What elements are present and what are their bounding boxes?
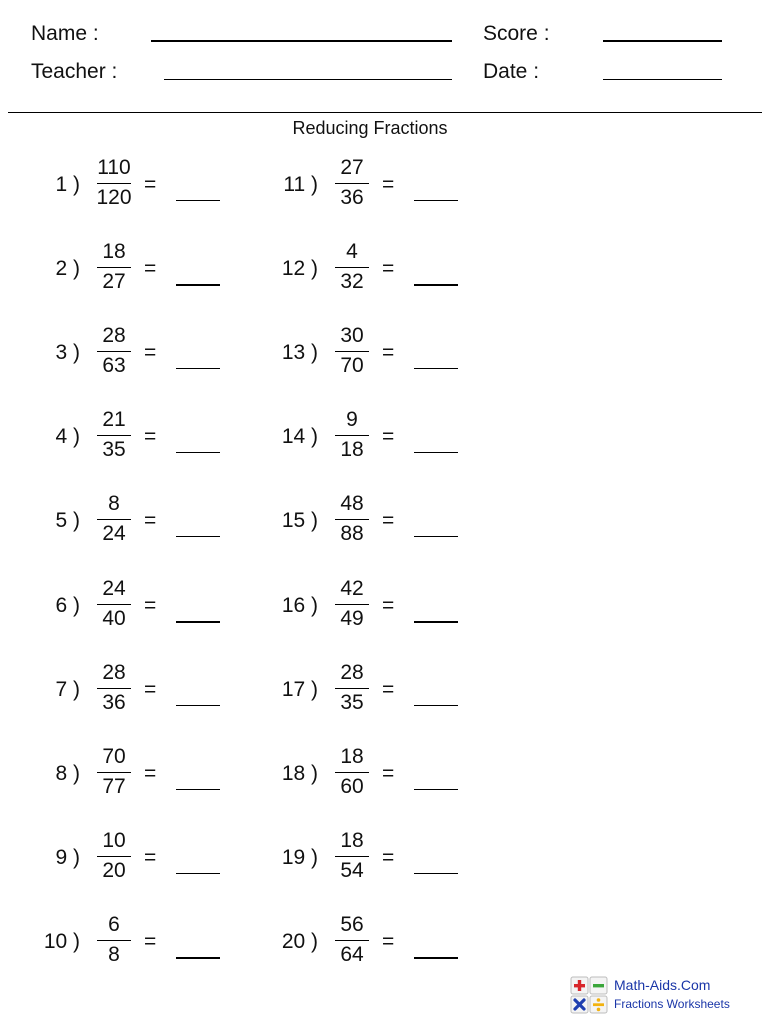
equals-sign: = [382, 929, 395, 953]
answer-blank[interactable] [414, 873, 458, 874]
fraction [330, 913, 374, 968]
fraction [92, 913, 136, 968]
answer-blank[interactable] [414, 200, 458, 201]
answer-blank[interactable] [414, 368, 458, 369]
fraction-bar [335, 267, 369, 268]
problem-number: 3 ) [55, 341, 80, 365]
answer-blank[interactable] [176, 957, 220, 959]
fraction [92, 829, 136, 884]
equals-sign: = [144, 173, 157, 196]
numerator: 70 [102, 744, 126, 768]
problem-item [238, 745, 478, 805]
answer-blank[interactable] [176, 705, 220, 706]
denominator: 35 [340, 690, 364, 714]
fraction-bar [97, 940, 131, 941]
problem-number: 8 ) [55, 761, 80, 785]
fraction-bar [97, 435, 131, 436]
teacher-field-line[interactable] [164, 79, 452, 80]
equals-sign: = [382, 761, 395, 785]
denominator: 24 [102, 522, 126, 546]
denominator: 20 [102, 858, 126, 882]
equals-sign: = [382, 341, 395, 365]
denominator: 36 [102, 690, 126, 714]
equals-sign: = [144, 509, 157, 533]
numerator: 110 [97, 156, 131, 179]
date-label: Date : [483, 60, 540, 83]
problem-item [0, 745, 240, 805]
fraction-bar [335, 351, 369, 352]
answer-blank[interactable] [176, 200, 220, 201]
numerator: 27 [340, 156, 364, 179]
problem-number: 7 ) [55, 677, 80, 701]
problem-item [238, 661, 478, 721]
denominator: 54 [340, 858, 364, 882]
answer-blank[interactable] [414, 621, 458, 623]
problem-item [238, 156, 478, 216]
answer-blank[interactable] [414, 957, 458, 959]
problem-item [238, 577, 478, 637]
denominator: 77 [102, 774, 126, 798]
fraction-bar [335, 772, 369, 773]
logo-site-name[interactable]: Math-Aids.Com [614, 977, 711, 993]
answer-blank[interactable] [176, 284, 220, 286]
problem-item [238, 829, 478, 889]
problem-number: 14 ) [281, 425, 318, 449]
fraction [330, 661, 374, 716]
equals-sign: = [144, 761, 157, 785]
numerator: 56 [340, 912, 364, 936]
problem-item [0, 913, 240, 973]
fraction [92, 408, 136, 463]
equals-sign: = [144, 677, 157, 701]
problem-item [0, 577, 240, 637]
problem-item [238, 913, 478, 973]
answer-blank[interactable] [414, 789, 458, 790]
denominator: 70 [340, 354, 364, 378]
problem-item [0, 829, 240, 889]
fraction [330, 745, 374, 800]
denominator: 40 [102, 606, 126, 630]
numerator: 10 [102, 828, 126, 852]
fraction [92, 324, 136, 379]
fraction-bar [335, 519, 369, 520]
equals-sign: = [382, 257, 395, 281]
denominator: 60 [340, 774, 364, 798]
fraction [330, 156, 374, 211]
fraction-bar [97, 856, 131, 857]
problem-item [0, 324, 240, 384]
denominator: 27 [102, 270, 126, 294]
problem-number: 18 ) [281, 761, 318, 785]
answer-blank[interactable] [414, 536, 458, 537]
equals-sign: = [144, 929, 157, 953]
problem-item [238, 324, 478, 384]
equals-sign: = [144, 425, 157, 449]
problem-number: 19 ) [281, 845, 318, 869]
equals-sign: = [144, 845, 157, 869]
problem-number: 2 ) [55, 257, 80, 281]
problem-number: 5 ) [55, 509, 80, 533]
problem-number: 13 ) [281, 341, 318, 365]
numerator: 30 [340, 324, 364, 348]
problem-number: 11 ) [283, 173, 318, 196]
numerator: 6 [108, 912, 120, 936]
denominator: 8 [108, 942, 120, 966]
denominator: 32 [340, 270, 364, 294]
denominator: 63 [102, 354, 126, 378]
fraction [330, 408, 374, 463]
numerator: 24 [102, 576, 126, 600]
equals-sign: = [382, 593, 395, 617]
numerator: 28 [102, 324, 126, 348]
problem-number: 16 ) [281, 593, 318, 617]
denominator: 18 [340, 438, 364, 462]
problem-number: 17 ) [281, 677, 318, 701]
fraction-bar [97, 183, 131, 184]
problem-item [0, 156, 240, 216]
numerator: 48 [340, 492, 364, 516]
problem-number: 6 ) [55, 593, 80, 617]
fraction [92, 240, 136, 295]
problem-item [0, 240, 240, 300]
equals-sign: = [144, 341, 157, 365]
numerator: 28 [102, 660, 126, 684]
equals-sign: = [144, 257, 157, 281]
denominator: 35 [102, 438, 126, 462]
answer-blank[interactable] [414, 284, 458, 286]
fraction-bar [97, 351, 131, 352]
numerator: 21 [102, 408, 126, 432]
problem-item [0, 661, 240, 721]
problem-item [0, 492, 240, 552]
date-field-line[interactable] [603, 79, 722, 80]
fraction-bar [335, 688, 369, 689]
numerator: 28 [340, 660, 364, 684]
fraction-bar [97, 604, 131, 605]
equals-sign: = [382, 425, 395, 449]
equals-sign: = [382, 173, 395, 196]
numerator: 18 [340, 828, 364, 852]
denominator: 49 [340, 606, 364, 630]
name-label: Name : [31, 22, 99, 45]
score-label: Score : [483, 22, 550, 45]
fraction-bar [335, 604, 369, 605]
answer-blank[interactable] [414, 452, 458, 453]
fraction-bar [335, 435, 369, 436]
answer-blank[interactable] [414, 705, 458, 706]
problem-item [238, 408, 478, 468]
fraction [92, 492, 136, 547]
answer-blank[interactable] [176, 536, 220, 537]
fraction [92, 745, 136, 800]
worksheet-title: Reducing Fractions [292, 118, 448, 138]
answer-blank[interactable] [176, 452, 220, 453]
header-divider [8, 112, 762, 113]
fraction [330, 324, 374, 379]
answer-blank[interactable] [176, 621, 220, 623]
fraction [330, 492, 374, 547]
fraction [330, 577, 374, 632]
problem-item [0, 408, 240, 468]
fraction-bar [335, 183, 369, 184]
fraction-bar [335, 856, 369, 857]
fraction-bar [97, 772, 131, 773]
numerator: 42 [340, 576, 364, 600]
problem-item [238, 492, 478, 552]
fraction [92, 156, 136, 211]
name-field-line[interactable] [151, 40, 452, 42]
equals-sign: = [382, 845, 395, 869]
denominator: 120 [96, 186, 132, 209]
fraction-bar [97, 519, 131, 520]
numerator: 8 [108, 492, 120, 516]
problem-number: 15 ) [281, 509, 318, 533]
score-field-line[interactable] [603, 40, 722, 42]
equals-sign: = [382, 509, 395, 533]
numerator: 9 [346, 408, 358, 432]
fraction [92, 661, 136, 716]
fraction [330, 240, 374, 295]
logo-subtitle: Fractions Worksheets [614, 997, 730, 1011]
equals-sign: = [144, 593, 157, 617]
problem-number: 12 ) [281, 257, 318, 281]
answer-blank[interactable] [176, 368, 220, 369]
problem-number: 10 ) [43, 929, 80, 953]
denominator: 36 [340, 186, 364, 209]
fraction [330, 829, 374, 884]
numerator: 18 [102, 240, 126, 264]
numerator: 4 [346, 240, 358, 264]
problem-number: 1 ) [55, 173, 80, 196]
math-aids-logo [570, 976, 760, 1016]
answer-blank[interactable] [176, 873, 220, 874]
numerator: 18 [340, 744, 364, 768]
fraction-bar [97, 267, 131, 268]
denominator: 88 [340, 522, 364, 546]
problem-number: 20 ) [281, 929, 318, 953]
equals-sign: = [382, 677, 395, 701]
fraction-bar [335, 940, 369, 941]
problem-number: 4 ) [55, 425, 80, 449]
problem-item [238, 240, 478, 300]
teacher-label: Teacher : [31, 60, 118, 83]
denominator: 64 [340, 942, 364, 966]
answer-blank[interactable] [176, 789, 220, 790]
fraction-bar [97, 688, 131, 689]
math-operators-icon [570, 976, 608, 1014]
fraction [92, 577, 136, 632]
problem-number: 9 ) [55, 845, 80, 869]
